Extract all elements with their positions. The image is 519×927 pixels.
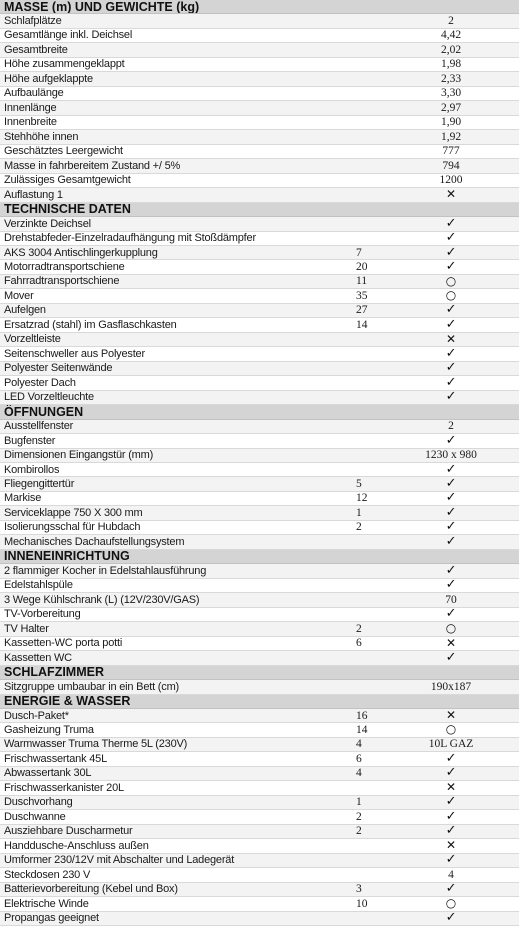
row-note — [338, 390, 391, 404]
row-note: 27 — [338, 303, 391, 317]
section-header — [0, 0, 519, 14]
row-note — [338, 434, 391, 448]
row-label: TV Halter — [0, 622, 338, 636]
row-note — [338, 448, 391, 462]
row-note: 1 — [338, 795, 391, 809]
row-label: Drehstabfeder-Einzelradaufhängung mit Stoßdämpfer — [0, 231, 338, 245]
row-value — [391, 506, 519, 520]
table-row — [0, 173, 519, 187]
check-icon: ✓ — [445, 476, 457, 491]
row-label: Umformer 230/12V mit Abschalter und Ladegerät — [0, 853, 338, 867]
row-label: Masse in fahrbereitem Zustand +/ 5% — [0, 159, 338, 173]
row-note — [338, 86, 391, 100]
row-value: 1200 — [391, 173, 519, 187]
table-row — [0, 390, 519, 404]
row-note: 3 — [338, 882, 391, 896]
row-note — [338, 159, 391, 173]
table-row — [0, 737, 519, 751]
table-row — [0, 376, 519, 390]
row-value — [391, 477, 519, 491]
check-icon: ✓ — [445, 462, 457, 477]
row-note — [338, 535, 391, 549]
row-note — [338, 564, 391, 578]
row-note — [338, 14, 391, 28]
table-row — [0, 810, 519, 824]
row-label: Kassetten-WC porta potti — [0, 636, 338, 650]
table-row — [0, 274, 519, 288]
row-label: Sitzgruppe umbaubar in ein Bett (cm) — [0, 680, 338, 694]
table-row — [0, 28, 519, 42]
row-value — [391, 839, 519, 853]
table-row — [0, 708, 519, 722]
row-value — [391, 245, 519, 259]
section-header-blank — [391, 202, 519, 216]
row-note: 4 — [338, 737, 391, 751]
row-value — [391, 231, 519, 245]
circle-icon: ○ — [445, 896, 457, 911]
row-value — [391, 781, 519, 795]
check-icon: ✓ — [445, 882, 457, 897]
check-icon: ✓ — [445, 795, 457, 810]
section-header-blank — [391, 0, 519, 14]
row-value — [391, 188, 519, 202]
table-row — [0, 766, 519, 780]
row-value — [391, 434, 519, 448]
row-note — [338, 188, 391, 202]
row-label: Handdusche-Anschluss außen — [0, 839, 338, 853]
row-value — [391, 564, 519, 578]
table-row — [0, 506, 519, 520]
row-label: Stehhöhe innen — [0, 130, 338, 144]
row-note — [338, 28, 391, 42]
row-value — [391, 217, 519, 231]
row-value — [391, 911, 519, 925]
row-note — [338, 651, 391, 665]
check-icon: ✓ — [445, 216, 457, 231]
cross-icon: ✕ — [445, 838, 457, 853]
check-icon: ✓ — [445, 303, 457, 318]
row-note: 1 — [338, 506, 391, 520]
row-note — [338, 217, 391, 231]
section-header — [0, 665, 519, 679]
table-row — [0, 636, 519, 650]
check-icon: ✓ — [445, 375, 457, 390]
check-icon: ✓ — [445, 520, 457, 535]
row-note: 4 — [338, 766, 391, 780]
cross-icon: ✕ — [445, 708, 457, 722]
row-label: Markise — [0, 491, 338, 505]
row-label: Polyester Dach — [0, 376, 338, 390]
section-title: TECHNISCHE DATEN — [0, 202, 391, 216]
row-label: Serviceklappe 750 X 300 mm — [0, 506, 338, 520]
row-value: 10L GAZ — [391, 737, 519, 751]
row-value — [391, 303, 519, 317]
row-note: 14 — [338, 723, 391, 737]
row-value — [391, 897, 519, 911]
table-row — [0, 477, 519, 491]
cross-icon: ✕ — [445, 636, 457, 650]
row-value — [391, 708, 519, 722]
row-note — [338, 463, 391, 477]
row-note: 35 — [338, 289, 391, 303]
table-row — [0, 101, 519, 115]
row-label: Höhe aufgeklappte — [0, 72, 338, 86]
row-note — [338, 839, 391, 853]
row-note — [338, 173, 391, 187]
row-label: Kombirollos — [0, 463, 338, 477]
table-row — [0, 289, 519, 303]
check-icon: ✓ — [445, 578, 457, 593]
table-row — [0, 86, 519, 100]
row-label: Seitenschweller aus Polyester — [0, 347, 338, 361]
row-value: 2,33 — [391, 72, 519, 86]
row-value — [391, 766, 519, 780]
table-row — [0, 578, 519, 592]
row-note — [338, 781, 391, 795]
row-label: Auflastung 1 — [0, 188, 338, 202]
row-value: 4 — [391, 868, 519, 882]
row-label: Fahrradtransportschiene — [0, 274, 338, 288]
row-label: Ersatzrad (stahl) im Gasflaschkasten — [0, 318, 338, 332]
table-row — [0, 520, 519, 534]
row-label: Aufelgen — [0, 303, 338, 317]
table-row — [0, 853, 519, 867]
row-note — [338, 361, 391, 375]
row-label: Geschätztes Leergewicht — [0, 144, 338, 158]
row-value: 2,02 — [391, 43, 519, 57]
row-label: Bugfenster — [0, 434, 338, 448]
section-header — [0, 549, 519, 563]
row-note — [338, 376, 391, 390]
table-row — [0, 419, 519, 433]
row-label: Verzinkte Deichsel — [0, 217, 338, 231]
row-label: Ausstellfenster — [0, 419, 338, 433]
row-value — [391, 810, 519, 824]
check-icon: ✓ — [445, 361, 457, 376]
row-note: 20 — [338, 260, 391, 274]
check-icon: ✓ — [445, 433, 457, 448]
circle-icon: ○ — [445, 288, 457, 303]
row-note — [338, 911, 391, 925]
row-value — [391, 578, 519, 592]
check-icon: ✓ — [445, 491, 457, 506]
table-row — [0, 188, 519, 202]
row-note — [338, 57, 391, 71]
row-label: Batterievorbereitung (Kebel und Box) — [0, 882, 338, 896]
row-note: 11 — [338, 274, 391, 288]
check-icon: ✓ — [445, 346, 457, 361]
row-value — [391, 520, 519, 534]
table-row — [0, 231, 519, 245]
row-value — [391, 361, 519, 375]
table-row — [0, 318, 519, 332]
row-label: AKS 3004 Antischlingerkupplung — [0, 245, 338, 259]
row-note: 6 — [338, 636, 391, 650]
table-row — [0, 839, 519, 853]
row-value — [391, 260, 519, 274]
row-value: 777 — [391, 144, 519, 158]
table-row — [0, 144, 519, 158]
row-note — [338, 593, 391, 607]
row-note: 7 — [338, 245, 391, 259]
table-row — [0, 752, 519, 766]
row-value: 70 — [391, 593, 519, 607]
row-label: Duschwanne — [0, 810, 338, 824]
table-row — [0, 72, 519, 86]
row-note — [338, 231, 391, 245]
table-row — [0, 882, 519, 896]
table-row — [0, 14, 519, 28]
row-value: 1,92 — [391, 130, 519, 144]
row-note — [338, 419, 391, 433]
table-row — [0, 491, 519, 505]
row-note — [338, 347, 391, 361]
section-header-blank — [391, 694, 519, 708]
cross-icon: ✕ — [445, 780, 457, 795]
table-row — [0, 607, 519, 621]
check-icon: ✓ — [445, 824, 457, 839]
row-note: 10 — [338, 897, 391, 911]
row-note — [338, 144, 391, 158]
check-icon: ✓ — [445, 231, 457, 246]
row-value — [391, 636, 519, 650]
row-note — [338, 332, 391, 346]
row-label: 2 flammiger Kocher in Edelstahlausführung — [0, 564, 338, 578]
row-value — [391, 882, 519, 896]
row-label: Gasheizung Truma — [0, 723, 338, 737]
row-value — [391, 622, 519, 636]
table-row — [0, 651, 519, 665]
table-row — [0, 868, 519, 882]
row-value — [391, 752, 519, 766]
section-title: MASSE (m) UND GEWICHTE (kg) — [0, 0, 391, 14]
row-value — [391, 332, 519, 346]
row-value — [391, 463, 519, 477]
row-label: Isolierungsschal für Hubdach — [0, 520, 338, 534]
section-title: INNENEINRICHTUNG — [0, 549, 391, 563]
row-label: Innenbreite — [0, 115, 338, 129]
table-row — [0, 795, 519, 809]
row-label: Polyester Seitenwände — [0, 361, 338, 375]
table-row — [0, 463, 519, 477]
row-value — [391, 853, 519, 867]
row-note — [338, 130, 391, 144]
row-value — [391, 535, 519, 549]
table-row — [0, 680, 519, 694]
section-header — [0, 202, 519, 216]
row-label: Zulässiges Gesamtgewicht — [0, 173, 338, 187]
row-label: Aufbaulänge — [0, 86, 338, 100]
row-value — [391, 723, 519, 737]
row-value — [391, 607, 519, 621]
row-label: Steckdosen 230 V — [0, 868, 338, 882]
check-icon: ✓ — [445, 259, 457, 274]
row-label: Warmwasser Truma Therme 5L (230V) — [0, 737, 338, 751]
row-note — [338, 43, 391, 57]
row-value: 4,42 — [391, 28, 519, 42]
table-row — [0, 593, 519, 607]
row-value: 3,30 — [391, 86, 519, 100]
table-row — [0, 911, 519, 925]
table-row — [0, 622, 519, 636]
row-label: Propangas geeignet — [0, 911, 338, 925]
row-label: Abwassertank 30L — [0, 766, 338, 780]
table-row — [0, 260, 519, 274]
row-label: Duschvorhang — [0, 795, 338, 809]
check-icon: ✓ — [445, 766, 457, 781]
table-row — [0, 781, 519, 795]
section-title: ENERGIE & WASSER — [0, 694, 391, 708]
row-label: Innenlänge — [0, 101, 338, 115]
row-label: Vorzeltleiste — [0, 332, 338, 346]
row-label: Motorradtransportschiene — [0, 260, 338, 274]
row-note — [338, 868, 391, 882]
row-label: Frischwasserkanister 20L — [0, 781, 338, 795]
table-row — [0, 723, 519, 737]
circle-icon: ○ — [445, 722, 457, 737]
table-row — [0, 130, 519, 144]
row-label: Gesamtbreite — [0, 43, 338, 57]
row-value: 2 — [391, 14, 519, 28]
table-row — [0, 361, 519, 375]
section-title: SCHLAFZIMMER — [0, 665, 391, 679]
row-label: Elektrische Winde — [0, 897, 338, 911]
check-icon: ✓ — [445, 650, 457, 665]
table-row — [0, 347, 519, 361]
check-icon: ✓ — [445, 245, 457, 260]
row-label: Dusch-Paket* — [0, 708, 338, 722]
row-label: Höhe zusammengeklappt — [0, 57, 338, 71]
row-value — [391, 824, 519, 838]
section-header — [0, 405, 519, 419]
row-value: 2 — [391, 419, 519, 433]
row-note: 5 — [338, 477, 391, 491]
check-icon: ✓ — [445, 809, 457, 824]
row-label: Kassetten WC — [0, 651, 338, 665]
section-header-blank — [391, 665, 519, 679]
row-label: Fliegengittertür — [0, 477, 338, 491]
cross-icon: ✕ — [445, 332, 457, 346]
table-row — [0, 332, 519, 346]
row-note — [338, 101, 391, 115]
row-note: 16 — [338, 708, 391, 722]
row-label: Mover — [0, 289, 338, 303]
table-row — [0, 303, 519, 317]
check-icon: ✓ — [445, 607, 457, 622]
row-label: Ausziehbare Duscharmetur — [0, 824, 338, 838]
row-note: 2 — [338, 810, 391, 824]
row-value: 190x187 — [391, 680, 519, 694]
row-note: 6 — [338, 752, 391, 766]
row-note — [338, 72, 391, 86]
row-label: 3 Wege Kühlschrank (L) (12V/230V/GAS) — [0, 593, 338, 607]
table-row — [0, 245, 519, 259]
cross-icon: ✕ — [445, 187, 457, 202]
check-icon: ✓ — [445, 853, 457, 868]
table-row — [0, 43, 519, 57]
row-note — [338, 115, 391, 129]
table-row — [0, 448, 519, 462]
row-note — [338, 680, 391, 694]
row-label: Gesamtlänge inkl. Deichsel — [0, 28, 338, 42]
row-note: 2 — [338, 824, 391, 838]
section-header-blank — [391, 549, 519, 563]
row-value — [391, 347, 519, 361]
check-icon: ✓ — [445, 317, 457, 332]
row-note: 14 — [338, 318, 391, 332]
circle-icon: ○ — [445, 621, 457, 636]
check-icon: ✓ — [445, 390, 457, 405]
row-label: Edelstahlspüle — [0, 578, 338, 592]
row-value: 1,90 — [391, 115, 519, 129]
check-icon: ✓ — [445, 505, 457, 520]
row-value — [391, 390, 519, 404]
row-note: 2 — [338, 520, 391, 534]
row-note — [338, 607, 391, 621]
row-value — [391, 795, 519, 809]
table-row — [0, 434, 519, 448]
row-label: Frischwassertank 45L — [0, 752, 338, 766]
row-value: 2,97 — [391, 101, 519, 115]
table-row — [0, 824, 519, 838]
row-value — [391, 274, 519, 288]
row-label: Dimensionen Eingangstür (mm) — [0, 448, 338, 462]
row-value — [391, 491, 519, 505]
row-label: Schlafplätze — [0, 14, 338, 28]
row-label: TV-Vorbereitung — [0, 607, 338, 621]
table-row — [0, 897, 519, 911]
section-header — [0, 694, 519, 708]
row-value — [391, 376, 519, 390]
check-icon: ✓ — [445, 534, 457, 549]
check-icon: ✓ — [445, 911, 457, 926]
table-row — [0, 115, 519, 129]
row-value: 1,98 — [391, 57, 519, 71]
table-row — [0, 217, 519, 231]
row-label: LED Vorzeltleuchte — [0, 390, 338, 404]
row-note: 2 — [338, 622, 391, 636]
table-row — [0, 159, 519, 173]
row-value: 794 — [391, 159, 519, 173]
section-title: ÖFFNUNGEN — [0, 405, 391, 419]
row-value: 1230 x 980 — [391, 448, 519, 462]
section-header-blank — [391, 405, 519, 419]
row-label: Mechanisches Dachaufstellungsystem — [0, 535, 338, 549]
row-value — [391, 651, 519, 665]
row-note — [338, 578, 391, 592]
table-row — [0, 564, 519, 578]
row-note — [338, 853, 391, 867]
row-note: 12 — [338, 491, 391, 505]
row-value — [391, 318, 519, 332]
check-icon: ✓ — [445, 563, 457, 578]
table-row — [0, 57, 519, 71]
row-value — [391, 289, 519, 303]
table-row — [0, 535, 519, 549]
circle-icon: ○ — [445, 274, 457, 288]
check-icon: ✓ — [445, 751, 457, 766]
